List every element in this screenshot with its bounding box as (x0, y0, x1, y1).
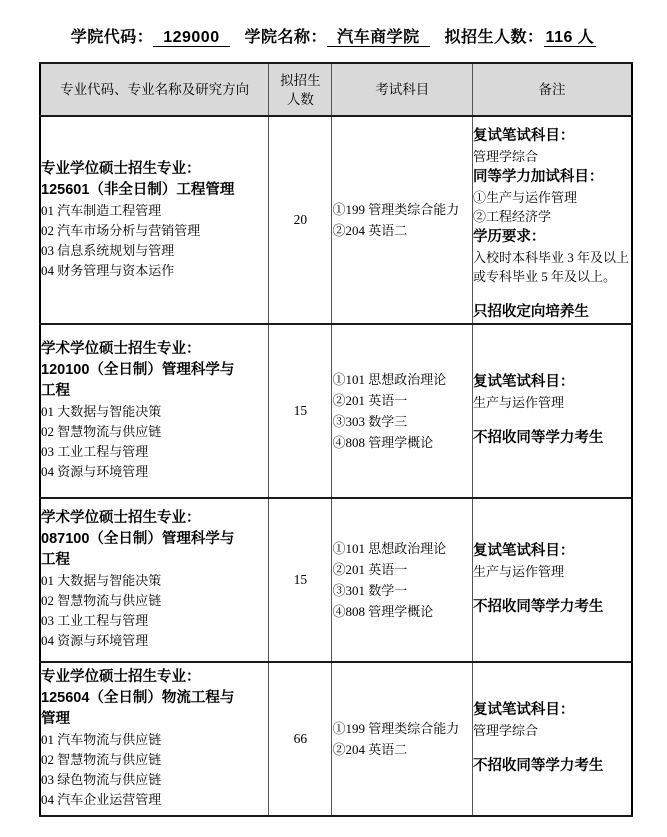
column-header-quota (269, 63, 332, 116)
program-cell (40, 324, 269, 498)
remark-heading: 不招收同等学力考生 (472, 757, 604, 774)
exam-subject: ②201 英语一 (332, 392, 408, 408)
remark-heading: 不招收同等学力考生 (472, 429, 604, 446)
remarks-cell (472, 116, 632, 324)
research-direction: 02 智慧物流与供应链 (41, 593, 162, 608)
exam-subject: ①101 思想政治理论 (332, 371, 447, 387)
quota-label: 拟招生人数： (444, 29, 544, 46)
remark-text: ②工程经济学 (472, 209, 551, 224)
remark-heading: 复试笔试科目： (472, 128, 575, 144)
exam-subject: ③303 数学三 (332, 413, 408, 429)
remark-text: 管理学综合 (472, 149, 538, 164)
program-code-line2: 工程 (41, 383, 70, 399)
column-header-exam (332, 63, 472, 116)
exam-subject: ③301 数学一 (332, 582, 408, 598)
column-header-exam-label: 考试科目 (375, 82, 430, 97)
column-header-program (40, 63, 269, 116)
exam-subject: ④808 管理学概论 (332, 603, 434, 619)
quota-value: 15 (293, 402, 308, 418)
remark-heading: 只招收定向培养生 (472, 303, 589, 320)
quota-value: 116 人 (545, 29, 595, 46)
remarks-cell (472, 498, 632, 662)
exam-cell (332, 662, 472, 816)
program-code-line2: 管理 (41, 711, 70, 727)
research-direction: 01 大数据与智能决策 (41, 573, 162, 588)
column-header-remarks (472, 63, 632, 116)
program-type-line: 专业学位硕士招生专业： (41, 669, 201, 685)
table-header-row (40, 63, 632, 116)
remark-text: ①生产与运作管理 (472, 189, 577, 205)
remarks-cell (472, 324, 632, 498)
column-header-quota-line1: 拟招生 (280, 72, 321, 88)
research-direction: 04 资源与环境管理 (41, 633, 149, 648)
remark-heading: 学历要求： (472, 228, 546, 245)
research-direction: 03 工业工程与管理 (41, 444, 149, 459)
table-row-120100 (40, 324, 632, 498)
exam-subject: ①199 管理类综合能力 (332, 201, 460, 217)
remark-heading: 复试笔试科目： (472, 374, 575, 391)
research-direction: 03 绿色物流与供应链 (41, 772, 162, 787)
table-row-125601 (40, 116, 632, 324)
remark-text: 入校时本科毕业 3 年及以上 (472, 249, 629, 265)
exam-subject: ①101 思想政治理论 (332, 540, 447, 556)
program-cell (40, 116, 269, 324)
program-code-line: 120100（全日制）管理科学与 (41, 362, 235, 378)
table-row-087100 (40, 498, 632, 662)
exam-subject: ④808 管理学概论 (332, 434, 434, 450)
exam-cell (332, 116, 472, 324)
admissions-table (39, 62, 633, 817)
column-header-quota-line2: 人数 (286, 91, 314, 107)
research-direction: 04 汽车企业运营管理 (41, 792, 162, 807)
exam-cell (332, 498, 472, 662)
quota-value: 66 (293, 730, 308, 746)
page-title (0, 24, 667, 47)
remark-text: 管理学综合 (472, 723, 538, 739)
research-direction: 02 汽车市场分析与营销管理 (41, 222, 201, 238)
remark-heading: 不招收同等学力考生 (472, 598, 604, 615)
remarks-cell (472, 662, 632, 816)
college-code-label: 学院代码： (70, 29, 154, 46)
exam-subject: ②204 英语二 (332, 222, 408, 238)
remark-text: 生产与运作管理 (472, 564, 564, 580)
exam-subject: ②201 英语一 (332, 561, 408, 577)
exam-subject: ①199 管理类综合能力 (332, 720, 460, 736)
quota-cell (269, 662, 332, 816)
research-direction: 04 资源与环境管理 (41, 464, 149, 479)
college-name-label: 学院名称： (244, 29, 328, 46)
program-type-line: 学术学位硕士招生专业： (41, 510, 201, 526)
remark-text: 或专科毕业 5 年及以上。 (472, 269, 616, 284)
program-code-line: 125601（非全日制）工程管理 (41, 181, 235, 198)
column-header-remarks-label: 备注 (538, 82, 566, 97)
research-direction: 04 财务管理与资本运作 (41, 262, 175, 278)
quota-value: 15 (293, 571, 308, 587)
research-direction: 01 汽车物流与供应链 (41, 732, 162, 747)
exam-subject: ②204 英语二 (332, 741, 408, 757)
research-direction: 03 工业工程与管理 (41, 613, 149, 628)
college-code-value: 129000 (153, 29, 229, 47)
research-direction: 02 智慧物流与供应链 (41, 424, 162, 439)
table-row-125604 (40, 662, 632, 816)
research-direction: 01 汽车制造工程管理 (41, 202, 162, 218)
quota-cell (269, 498, 332, 662)
column-header-program-label: 专业代码、专业名称及研究方向 (60, 82, 250, 97)
quota-cell (269, 116, 332, 324)
program-code-line: 087100（全日制）管理科学与 (41, 531, 235, 547)
remark-heading: 同等学力加试科目： (472, 168, 604, 185)
exam-cell (332, 324, 472, 498)
remark-heading: 复试笔试科目： (472, 702, 575, 719)
program-code-line2: 工程 (41, 552, 70, 568)
program-type-line: 学术学位硕士招生专业： (41, 341, 201, 357)
quota-cell (269, 324, 332, 498)
program-cell (40, 662, 269, 816)
program-code-line: 125604（全日制）物流工程与 (41, 690, 235, 706)
remark-heading: 复试笔试科目： (472, 543, 575, 560)
research-direction: 02 智慧物流与供应链 (41, 752, 162, 767)
research-direction: 01 大数据与智能决策 (41, 404, 162, 419)
research-direction: 03 信息系统规划与管理 (41, 242, 175, 258)
quota-value: 20 (293, 211, 308, 227)
program-cell (40, 498, 269, 662)
college-name-value: 汽车商学院 (327, 29, 430, 47)
remark-text: 生产与运作管理 (472, 395, 564, 411)
program-type-line: 专业学位硕士招生专业： (41, 160, 201, 177)
